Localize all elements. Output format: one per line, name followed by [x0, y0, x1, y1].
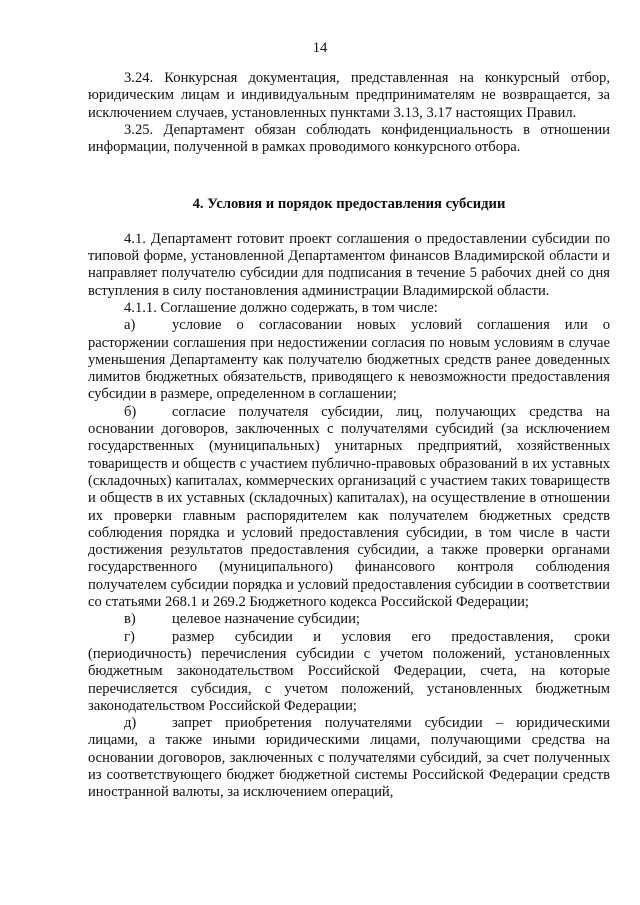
list-item-text: согласие получателя субсидии, лиц, получающих средства на основании договоров, заключенных с получателями субсидий (за исключением государственных (муниципальных) унитарных предприятий, хозяйственных товариществ и обществ с участием публично-правовых образований в их уставных (складочных) капиталах, коммерческих организаций с участием таких товариществ и обществ в их уставных (складочных) капиталах), на осуществление в отношении их проверки главным распорядителем как получателем бюджетных средств соблюдения порядка и условий предоставления субсидии, в том числе в части достижения результатов предоставления субсидии, а также проверки органами государственного (муниципального) финансового контроля соблюдения получателем субсидии порядка и условий предоставления субсидии в соответствии со статьями 268.1 и 269.2 Бюджетного кодекса Российской Федерации; — [88, 403, 610, 611]
list-item-text: размер субсидии и условия его предоставления, сроки (периодичность) перечисления субсидии с учетом положений, установленных бюджетным законодательством Российской Федерации, счета, на которые перечисляется субсидия, с учетом положений, установленных бюджетным законодательством Российской Федерации; — [88, 628, 610, 714]
list-item-b — [88, 404, 610, 612]
list-item-label: б) — [124, 403, 137, 420]
list-item-label: а) — [124, 317, 136, 334]
section-heading: 4. Условия и порядок предоставления субсидии — [192, 196, 506, 213]
list-item-label: д) — [124, 715, 137, 732]
list-item-d — [88, 715, 610, 801]
list-item-text: условие о согласовании новых условий соглашения или о расторжении соглашения при недостижении согласия по новым условиям в случае уменьшения Департаменту как получателю бюджетных средств ранее доведенных лимитов бюджетных обязательств, приводящего к невозможности предоставления субсидии в размере, определенном в соглашении; — [88, 317, 610, 403]
paragraph-4-1-1: 4.1.1. Соглашение должно содержать, в том числе: — [124, 299, 438, 316]
paragraph-3-24: 3.24. Конкурсная документация, представленная на конкурсный отбор, юридическим лицам и индивидуальным предпринимателям не возвращается, за исключением случаев, установленных пунктами 3.13, 3.17 настоящих Правил. — [88, 70, 610, 121]
list-item-text: запрет приобретения получателями субсидии – юридическими лицами, а также иными юридическими лицами, получающими средства на основании договоров, заключенных с получателями субсидий, за счет полученных из соответствующего бюджет бюджетной системы Российской Федерации средств иностранной валюты, за исключением операций, — [88, 715, 610, 801]
spacer — [88, 156, 610, 196]
paragraph-4-1: 4.1. Департамент готовит проект соглашения о предоставлении субсидии по типовой форме, установленной Департаментом финансов Владимирской области и направляет получателю субсидии для подписания в течение 5 рабочих дней со дня вступления в силу постановления администрации Владимирской области. — [88, 230, 610, 299]
list-item-v — [88, 611, 610, 628]
list-item-a — [88, 317, 610, 403]
paragraph-3-25: 3.25. Департамент обязан соблюдать конфиденциальность в отношении информации, полученной в рамках проводимого конкурсного отбора. — [88, 121, 610, 156]
document-body — [88, 70, 610, 802]
page-number: 14 — [312, 40, 328, 56]
spacer — [88, 214, 610, 231]
list-item-text: целевое назначение субсидии; — [172, 611, 360, 628]
list-item-label: в) — [124, 611, 136, 628]
list-item-g — [88, 629, 610, 715]
list-item-label: г) — [124, 628, 135, 645]
